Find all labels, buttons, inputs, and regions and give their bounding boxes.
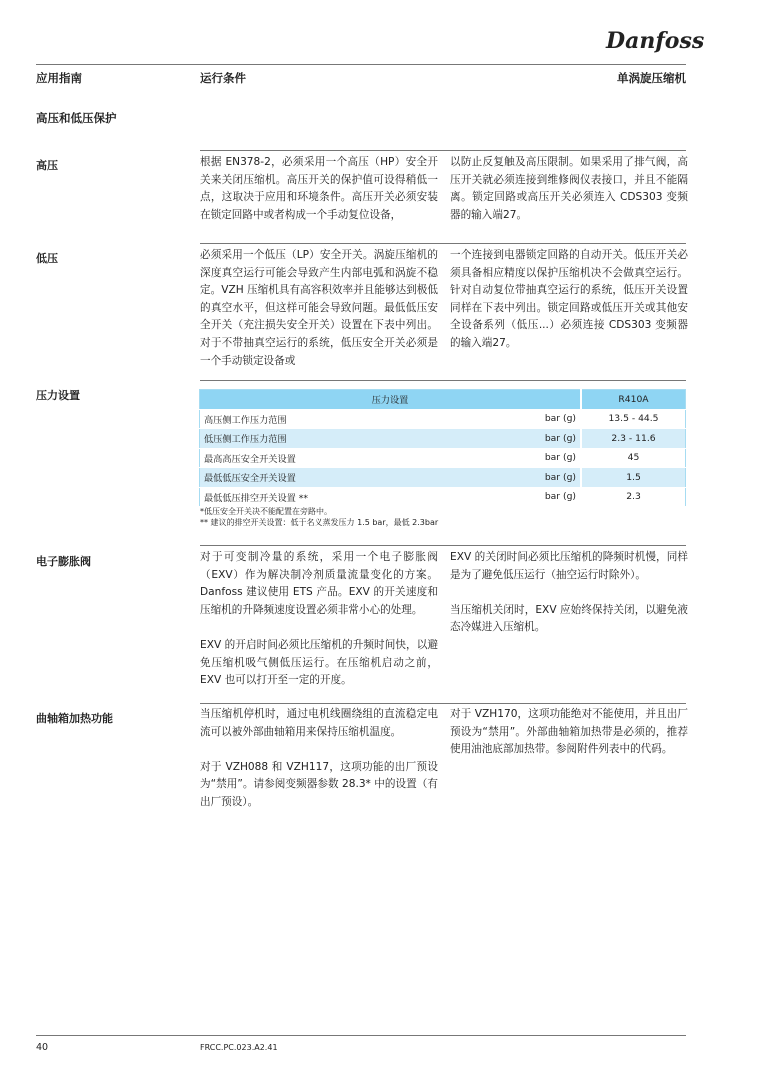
table-row (200, 409, 686, 429)
document-code: FRCC.PC.023.A2.41 (200, 1043, 278, 1052)
high-col2 (450, 154, 688, 242)
paragraph: EXV 的关闭时间必须比压缩机的降频时机慢，同样是为了避免低压运行（抽空运行时除外）。 (450, 551, 688, 581)
row-value: 2.3 (581, 487, 686, 507)
header-product: 单涡旋压缩机 (617, 71, 686, 85)
crankcase-col1 (200, 706, 438, 829)
row-unit: bar (g) (512, 429, 581, 449)
paragraph: EXV 的开启时间必须比压缩机的升频时间快，以避免压缩机吸气侧低压运行。在压缩机启动之前，EXV 也可以打开至一定的开度。 (200, 638, 438, 687)
divider (200, 703, 686, 704)
row-name: 最低低压安全开关设置 (200, 468, 513, 488)
header-rule (36, 64, 686, 65)
paragraph: 必须采用一个低压（LP）安全开关。涡旋压缩机的深度真空运行可能会导致产生内部电弧和涡旋不稳定。VZH 压缩机具有高容积效率并且能够达到极低的真空水平，但这样可能会导致问题。最低低压安全开关（充注损失安全开关）设置在下表中列出。对于不带抽真空运行的系统，低压安全开关必须是一个手动锁定设备或 (200, 249, 438, 367)
row-value: 1.5 (581, 468, 686, 488)
table-note-2: ** 建议的排空开关设置：低于名义蒸发压力 1.5 bar，最低 2.3bar (200, 518, 439, 527)
table-row (200, 448, 686, 468)
high-col1 (200, 154, 438, 242)
divider (200, 243, 686, 244)
paragraph: 对于 VZH088 和 VZH117，这项功能的出厂预设为“禁用”。请参阅变频器参数 28.3* 中的设置（有出厂预设）。 (200, 760, 438, 808)
label-high-pressure: 高压 (36, 159, 58, 172)
exv-col1 (200, 549, 438, 707)
divider (200, 150, 686, 151)
row-unit: bar (g) (512, 487, 581, 507)
row-name: 低压侧工作压力范围 (200, 429, 513, 449)
table-note-1: *低压安全开关决不能配置在旁路中。 (200, 507, 332, 516)
paragraph: 一个连接到电器锁定回路的自动开关。低压开关必须具备相应精度以保护压缩机决不会做真空运行。针对自动复位带抽真空运行的系统，低压开关设置同样在下表中列出。锁定回路或低压开关或其他安全设备系列（低压...）必须连接 CDS303 变频器的输入端27。 (450, 249, 688, 349)
row-name: 高压侧工作压力范围 (200, 409, 513, 429)
paragraph: 以防止反复触及高压限制。如果采用了排气阀，高压开关就必须连接到维修阀仪表接口，并且不能隔离。锁定回路或高压开关必须连入 CDS303 变频器的输入端27。 (450, 156, 688, 221)
row-unit: bar (g) (512, 468, 581, 488)
row-unit: bar (g) (512, 448, 581, 468)
table-header-refrigerant: R410A (581, 390, 686, 410)
divider (200, 380, 686, 381)
label-low-pressure: 低压 (36, 252, 58, 265)
footer-rule (36, 1035, 686, 1036)
row-value: 45 (581, 448, 686, 468)
crankcase-col2 (450, 706, 688, 776)
table-row (200, 429, 686, 449)
label-pressure-settings: 压力设置 (36, 389, 80, 402)
exv-col2 (450, 549, 688, 655)
page-number: 40 (36, 1042, 49, 1053)
row-name: 最低低压排空开关设置 ** (200, 487, 513, 507)
table-row (200, 487, 686, 507)
header-chapter: 运行条件 (200, 71, 246, 85)
row-unit: bar (g) (512, 409, 581, 429)
divider (200, 545, 686, 546)
row-value: 2.3 - 11.6 (581, 429, 686, 449)
low-col1 (200, 247, 438, 388)
label-crankcase-heating: 曲轴箱加热功能 (36, 712, 113, 725)
low-col2 (450, 247, 688, 370)
pressure-settings-table (199, 389, 686, 507)
paragraph: 根据 EN378-2，必须采用一个高压（HP）安全开关来关闭压缩机。高压开关的保护值可设得稍低一点，这取决于应用和环境条件。高压开关必须安装在锁定回路中或者构成一个手动复位设备， (200, 156, 438, 221)
paragraph: 对于 VZH170，这项功能绝对不能使用，并且出厂预设为“禁用”。外部曲轴箱加热带是必须的，推荐使用油池底部加热带。参阅附件列表中的代码。 (450, 708, 688, 756)
label-exv: 电子膨胀阀 (36, 555, 91, 568)
row-name: 最高高压安全开关设置 (200, 448, 513, 468)
paragraph: 当压缩机关闭时，EXV 应始终保持关闭，以避免液态冷媒进入压缩机。 (450, 603, 688, 634)
table-row (200, 468, 686, 488)
table-header-settings: 压力设置 (200, 390, 582, 410)
row-value: 13.5 - 44.5 (581, 409, 686, 429)
paragraph: 对于可变制冷量的系统，采用一个电子膨胀阀（EXV）作为解决制冷剂质量流量变化的方案。Danfoss 建议使用 ETS 产品。EXV 的开关速度和压缩机的升降频速度设置必须非常小心的处理。 (200, 551, 438, 616)
section-title: 高压和低压保护 (36, 111, 117, 125)
paragraph: 当压缩机停机时，通过电机线圈绕组的直流稳定电流可以被外部曲轴箱用来保持压缩机温度。 (200, 708, 438, 738)
header-category: 应用指南 (36, 71, 82, 85)
danfoss-logo: Danfoss (606, 28, 705, 54)
